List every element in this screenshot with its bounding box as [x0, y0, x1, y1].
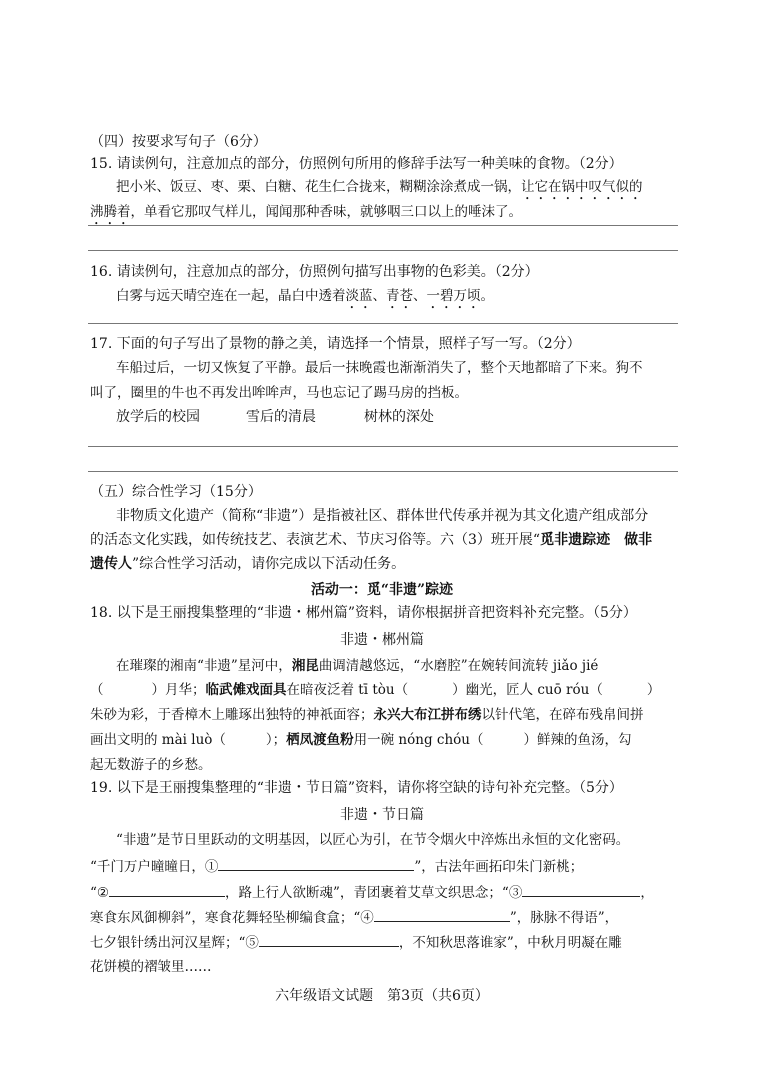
answer-line[interactable] [88, 446, 678, 447]
q17-option: 放学后的校园 [116, 409, 200, 425]
q18-line-5: 起无数游子的乡愁。 [90, 757, 212, 773]
q17-option: 雪后的清晨 [246, 409, 316, 425]
q19-line-5: 七夕银针绣出河汉星辉；“⑤ ，不知秋思落谁家”，中秋月明凝在雕 [90, 932, 622, 953]
q19-title: 非遗・节日篇 [340, 807, 424, 823]
q18-line-1: 在璀璨的湘南“非遗”星河中，湘昆曲调清越悠远，“水磨腔”在婉转间流转 jiǎo jié [116, 658, 599, 674]
poem-blank-1[interactable] [218, 856, 414, 871]
page-footer: 六年级语文试题 第3页（共6页） [275, 988, 489, 1004]
q17-prompt: 17. 下面的句子写出了景物的静之美，请选择一个情景，照样子写一写。（2分） [90, 336, 581, 352]
answer-line[interactable] [88, 323, 678, 324]
q15-prompt: 15. 请读例句，注意加点的部分，仿照例句所用的修辞手法写一种美味的食物。（2分） [90, 156, 623, 172]
q18-line-4: 画出文明的 mài luò（ ）；栖凤渡鱼粉用一碗 nóng chóu（ ）鲜辣的鱼汤，勾 [90, 732, 632, 748]
poem-blank-5[interactable] [259, 932, 399, 947]
answer-line[interactable] [88, 225, 678, 226]
q19-prompt: 19. 以下是王丽搜集整理的“非遗・节日篇”资料，请你将空缺的诗句补充完整。（5分） [90, 780, 623, 796]
q18-title: 非遗・郴州篇 [340, 632, 424, 648]
q18-line-2: （ ）月华；临武傩戏面具在暗夜泛着 tī tòu（ ）幽光，匠人 cuō róu（ ） [90, 682, 661, 698]
s5-intro-line-1: 非物质文化遗产（简称“非遗”）是指被社区、群体世代传承并视为其文化遗产组成部分 [116, 508, 649, 524]
q19-line-3: “② ，路上行人欲断魂”，青团裹着艾草文织思念；“③ ， [90, 882, 654, 903]
s5-intro-line-3: 遗传人”综合性学习活动，请你完成以下活动任务。 [90, 556, 406, 572]
q17-example-line-1: 车船过后，一切又恢复了平静。最后一抹晚霞也渐渐消失了，整个天地都暗了下来。狗不 [116, 360, 643, 376]
q19-line-6: 花饼模的褶皱里…… [90, 959, 212, 975]
q15-example-line-2: 沸腾着，单看它那叹气样儿，闻闻那种香味，就够咽三口以上的唾沫了。 [90, 204, 522, 220]
q19-line-4: 寒食东风御柳斜”，寒食花舞轻坠柳编食盒；“④ ”，脉脉不得语”， [90, 907, 618, 928]
answer-line[interactable] [88, 250, 678, 251]
q18-prompt: 18. 以下是王丽搜集整理的“非遗・郴州篇”资料，请你根据拼音把资料补充完整。（5分） [90, 605, 637, 621]
q18-line-3: 朱砂为彩，于香樟木上雕琢出独特的神祇面容；永兴大布江拼布绣以针代笔，在碎布残帛间拼 [90, 707, 644, 723]
q15-example-line-1: 把小米、饭豆、枣、栗、白糖、花生仁合拢来，糊糊涂涂煮成一锅，让它在锅中叹气似的 [116, 179, 643, 195]
q17-option: 树林的深处 [364, 409, 434, 425]
poem-blank-2[interactable] [109, 882, 225, 897]
section-5-heading: （五）综合性学习（15分） [90, 484, 262, 500]
q16-example: 白雾与远天晴空连在一起，晶白中透着淡蓝、青苍、一碧万顷。 [116, 288, 494, 304]
q17-example-line-2: 叫了，圈里的牛也不再发出哞哞声，马也忘记了踢马房的挡板。 [90, 385, 468, 401]
s5-intro-line-2: 的活态文化实践，如传统技艺、表演艺术、节庆习俗等。六（3）班开展“觅非遗踪迹 做非 [90, 532, 653, 548]
activity-1-title: 活动一：觅“非遗”踪迹 [310, 582, 454, 598]
q16-prompt: 16. 请读例句，注意加点的部分，仿照例句描写出事物的色彩美。（2分） [90, 264, 539, 280]
q19-line-1: “非遗”是节日里跃动的文明基因，以匠心为引，在节令烟火中淬炼出永恒的文化密码。 [116, 832, 630, 848]
poem-blank-4[interactable] [374, 907, 510, 922]
poem-blank-3[interactable] [522, 882, 640, 897]
answer-line[interactable] [88, 471, 678, 472]
section-4-heading: （四）按要求写句子（6分） [90, 134, 267, 150]
q19-line-2: “千门万户曈曈日，① ”，古法年画拓印朱门新桃； [90, 856, 583, 877]
